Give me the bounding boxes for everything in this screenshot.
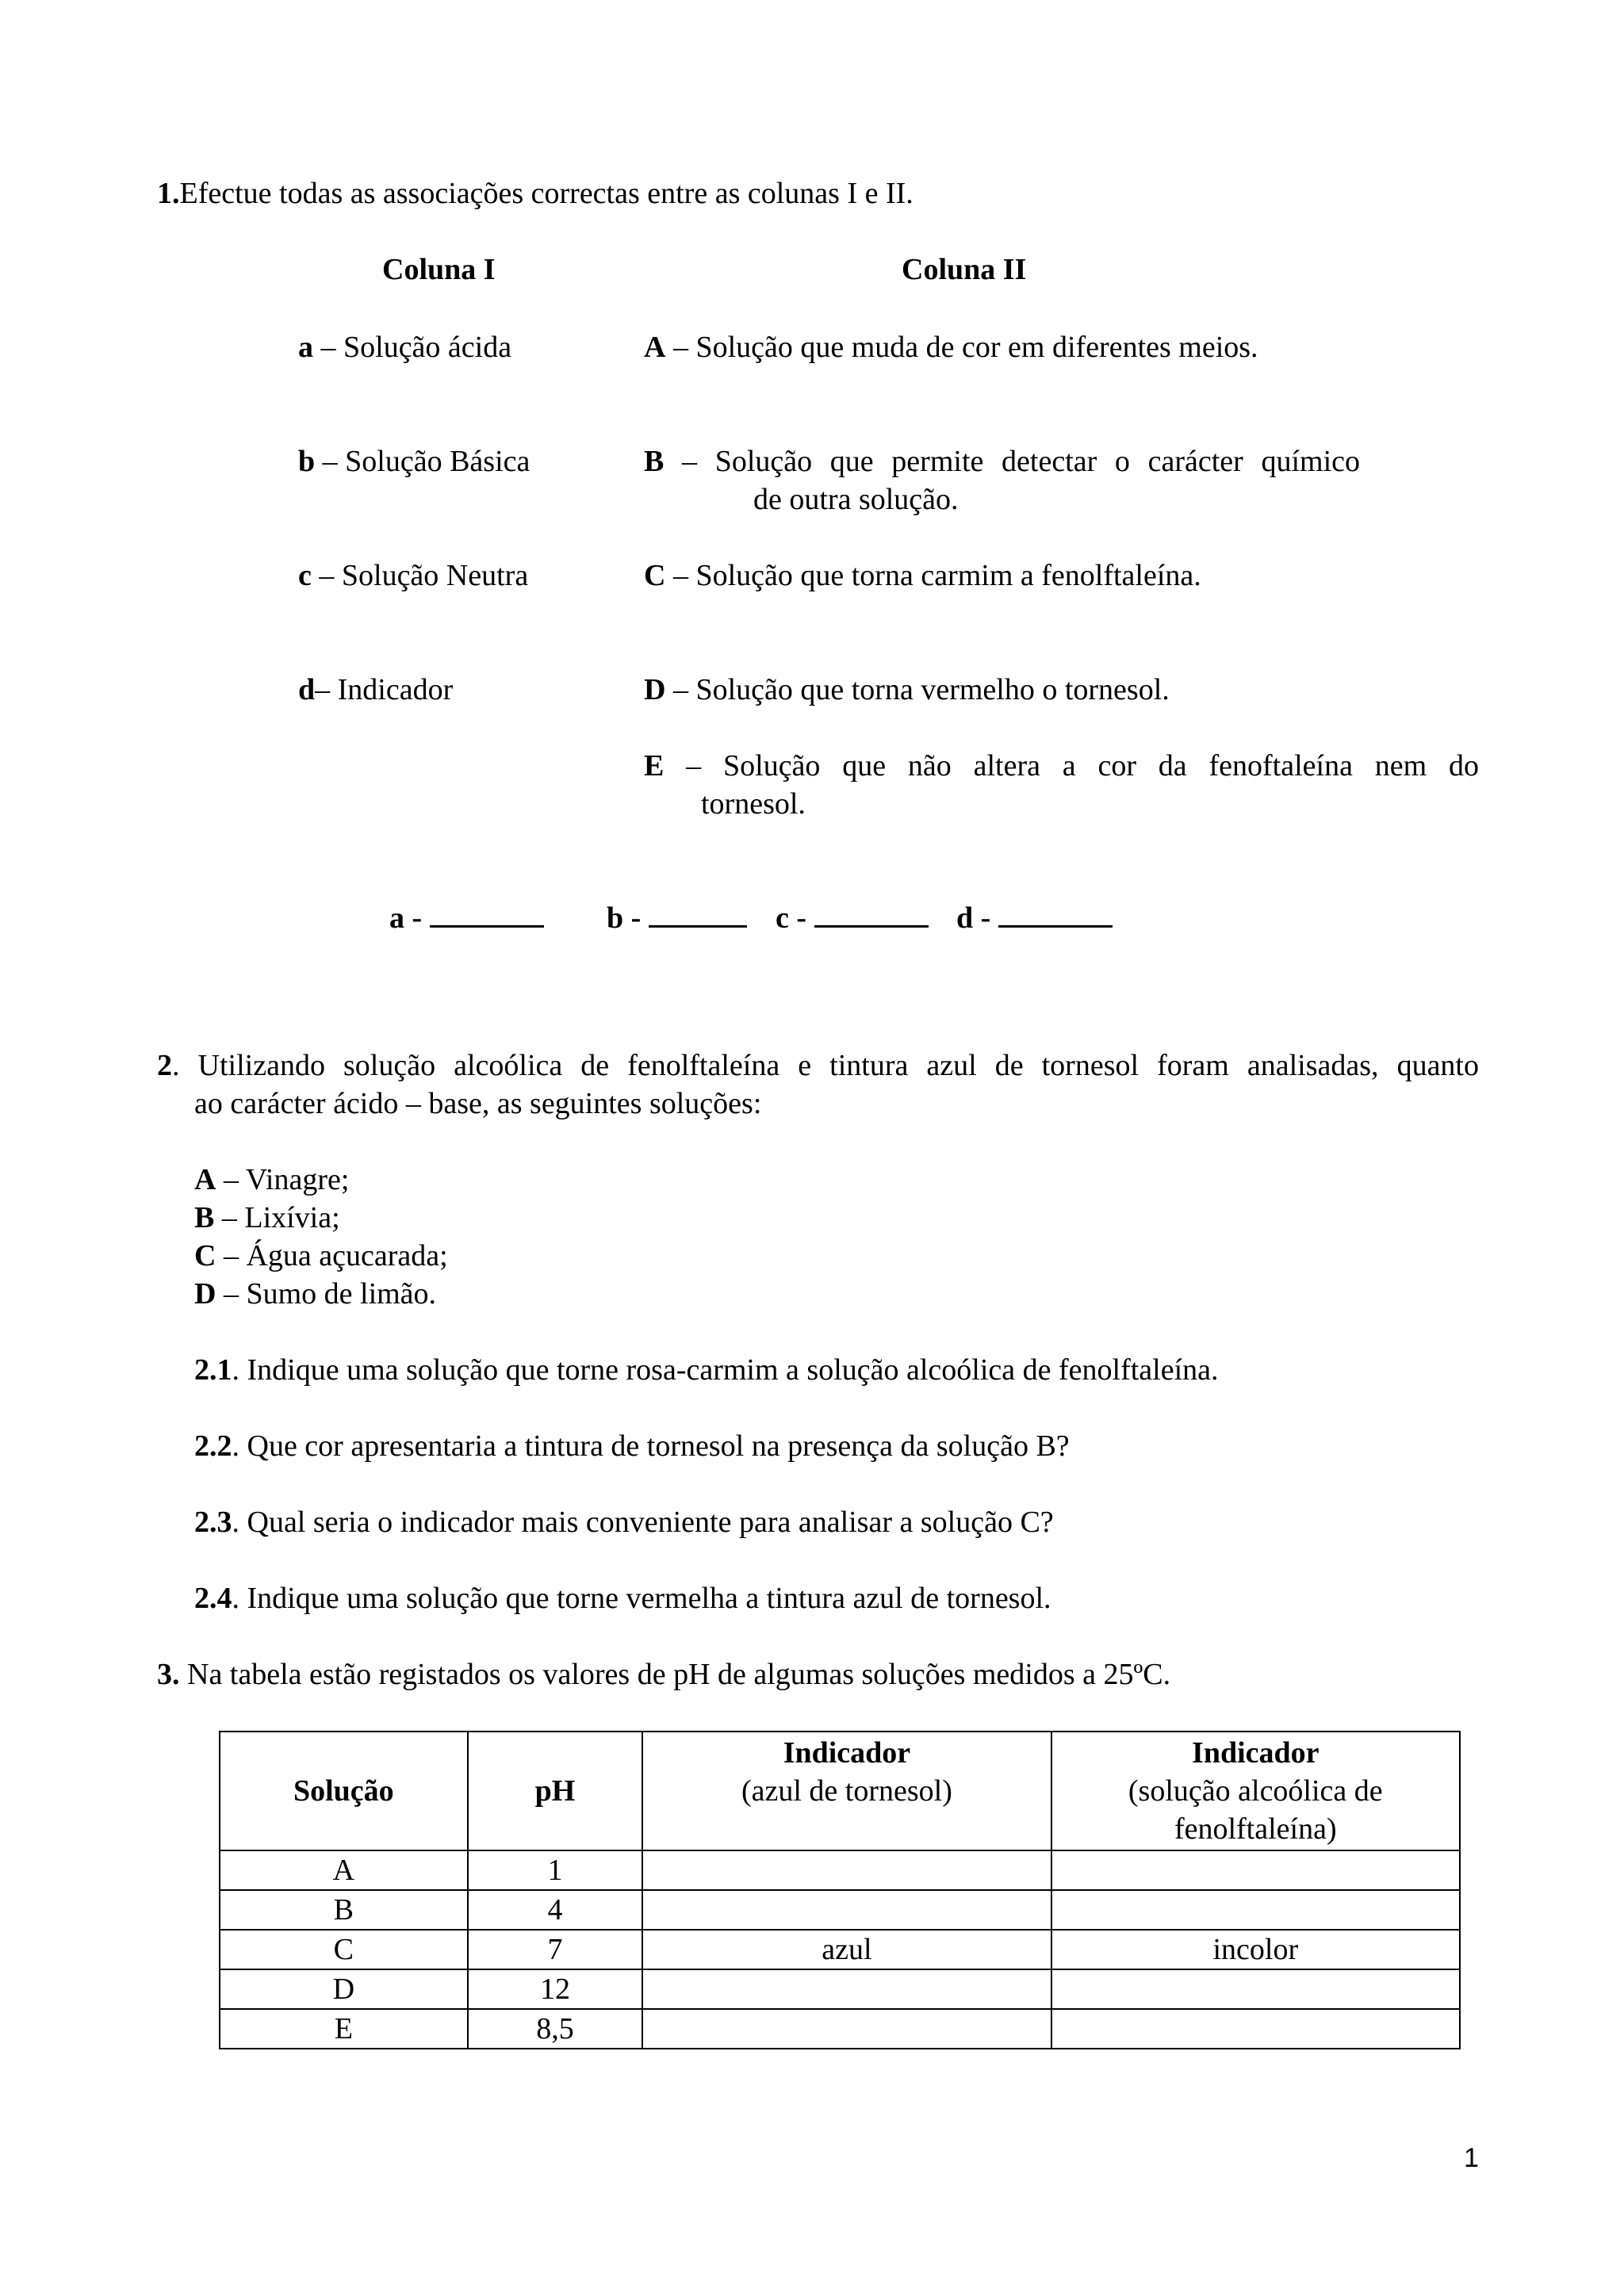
col1-header: Coluna I [382, 253, 496, 286]
col1-item-b: b – Solução Básica [298, 445, 530, 478]
header-indicador-fenolftaleina: Indicador (solução alcoólica de fenolftaleína) [1051, 1732, 1460, 1850]
q2-sub-2-2: 2.2. Que cor apresentaria a tintura de tornesol na presença da solução B? [194, 1429, 1070, 1463]
col2-item-E-cont: tornesol. [701, 787, 806, 821]
answer-d: d - [956, 899, 1113, 937]
col2-item-D: D – Solução que torna vermelho o tornesol. [644, 673, 1170, 706]
col1-item-a: a – Solução ácida [298, 331, 512, 364]
q2-sub-2-4: 2.4. Indique uma solução que torne vermelha a tintura azul de tornesol. [194, 1582, 1051, 1615]
q1-text: Efectue todas as associações correctas entre as colunas I e II. [179, 177, 914, 210]
answer-a: a - [389, 899, 544, 937]
table-row: D 12 [220, 1969, 1460, 2009]
q3-prompt: 3. Na tabela estão registados os valores de pH de algumas soluções medidos a 25ºC. [157, 1658, 1171, 1691]
q2-solution-C: C – Água açucarada; [194, 1239, 448, 1272]
ph-table [219, 1731, 1461, 2049]
col2-item-E: E – Solução que não altera a cor da fenoftaleína nem do [644, 749, 1479, 783]
col2-item-B: B – Solução que permite detectar o carácter químico [644, 445, 1360, 478]
q2-prompt: 2. Utilizando solução alcoólica de fenolftaleína e tintura azul de tornesol foram analisadas, quanto [157, 1049, 1479, 1082]
q2-prompt-cont: ao carácter ácido – base, as seguintes soluções: [194, 1087, 762, 1120]
col1-item-d: d– Indicador [298, 673, 454, 706]
header-solucao: Solução [220, 1732, 468, 1850]
q2-sub-2-1: 2.1. Indique uma solução que torne rosa-carmim a solução alcoólica de fenolftaleína. [194, 1353, 1219, 1387]
q1-prompt [157, 174, 914, 212]
answer-b: b - [607, 899, 747, 937]
col2-item-A: A – Solução que muda de cor em diferentes meios. [644, 331, 1258, 364]
answer-c: c - [776, 899, 929, 937]
col2-item-C: C – Solução que torna carmim a fenolftaleína. [644, 559, 1201, 592]
table-row: A 1 [220, 1850, 1460, 1890]
q2-sub-2-3: 2.3. Qual seria o indicador mais conveniente para analisar a solução C? [194, 1506, 1054, 1539]
q2-solution-D: D – Sumo de limão. [194, 1277, 437, 1311]
answer-d-blank[interactable] [998, 901, 1113, 928]
q2-solution-A: A – Vinagre; [194, 1163, 350, 1196]
col2-item-B-cont: de outra solução. [753, 483, 959, 516]
answer-a-blank[interactable] [430, 901, 544, 928]
q2-number: 2 [157, 1049, 172, 1082]
answer-c-blank[interactable] [814, 901, 929, 928]
header-ph: pH [468, 1732, 643, 1850]
q3-number: 3. [157, 1658, 180, 1691]
q1-number: 1. [157, 177, 180, 210]
table-header-row [220, 1732, 1460, 1850]
table-row: B 4 [220, 1890, 1460, 1930]
col2-header: Coluna II [902, 253, 1027, 286]
table-row: E 8,5 [220, 2009, 1460, 2049]
answer-b-blank[interactable] [649, 901, 747, 928]
col1-item-c: c – Solução Neutra [298, 559, 529, 592]
q2-solution-B: B – Lixívia; [194, 1201, 340, 1234]
table-row: C 7 azul incolor [220, 1930, 1460, 1969]
page-number: 1 [1464, 2143, 1479, 2173]
header-indicador-tornesol: Indicador (azul de tornesol) [642, 1732, 1051, 1850]
